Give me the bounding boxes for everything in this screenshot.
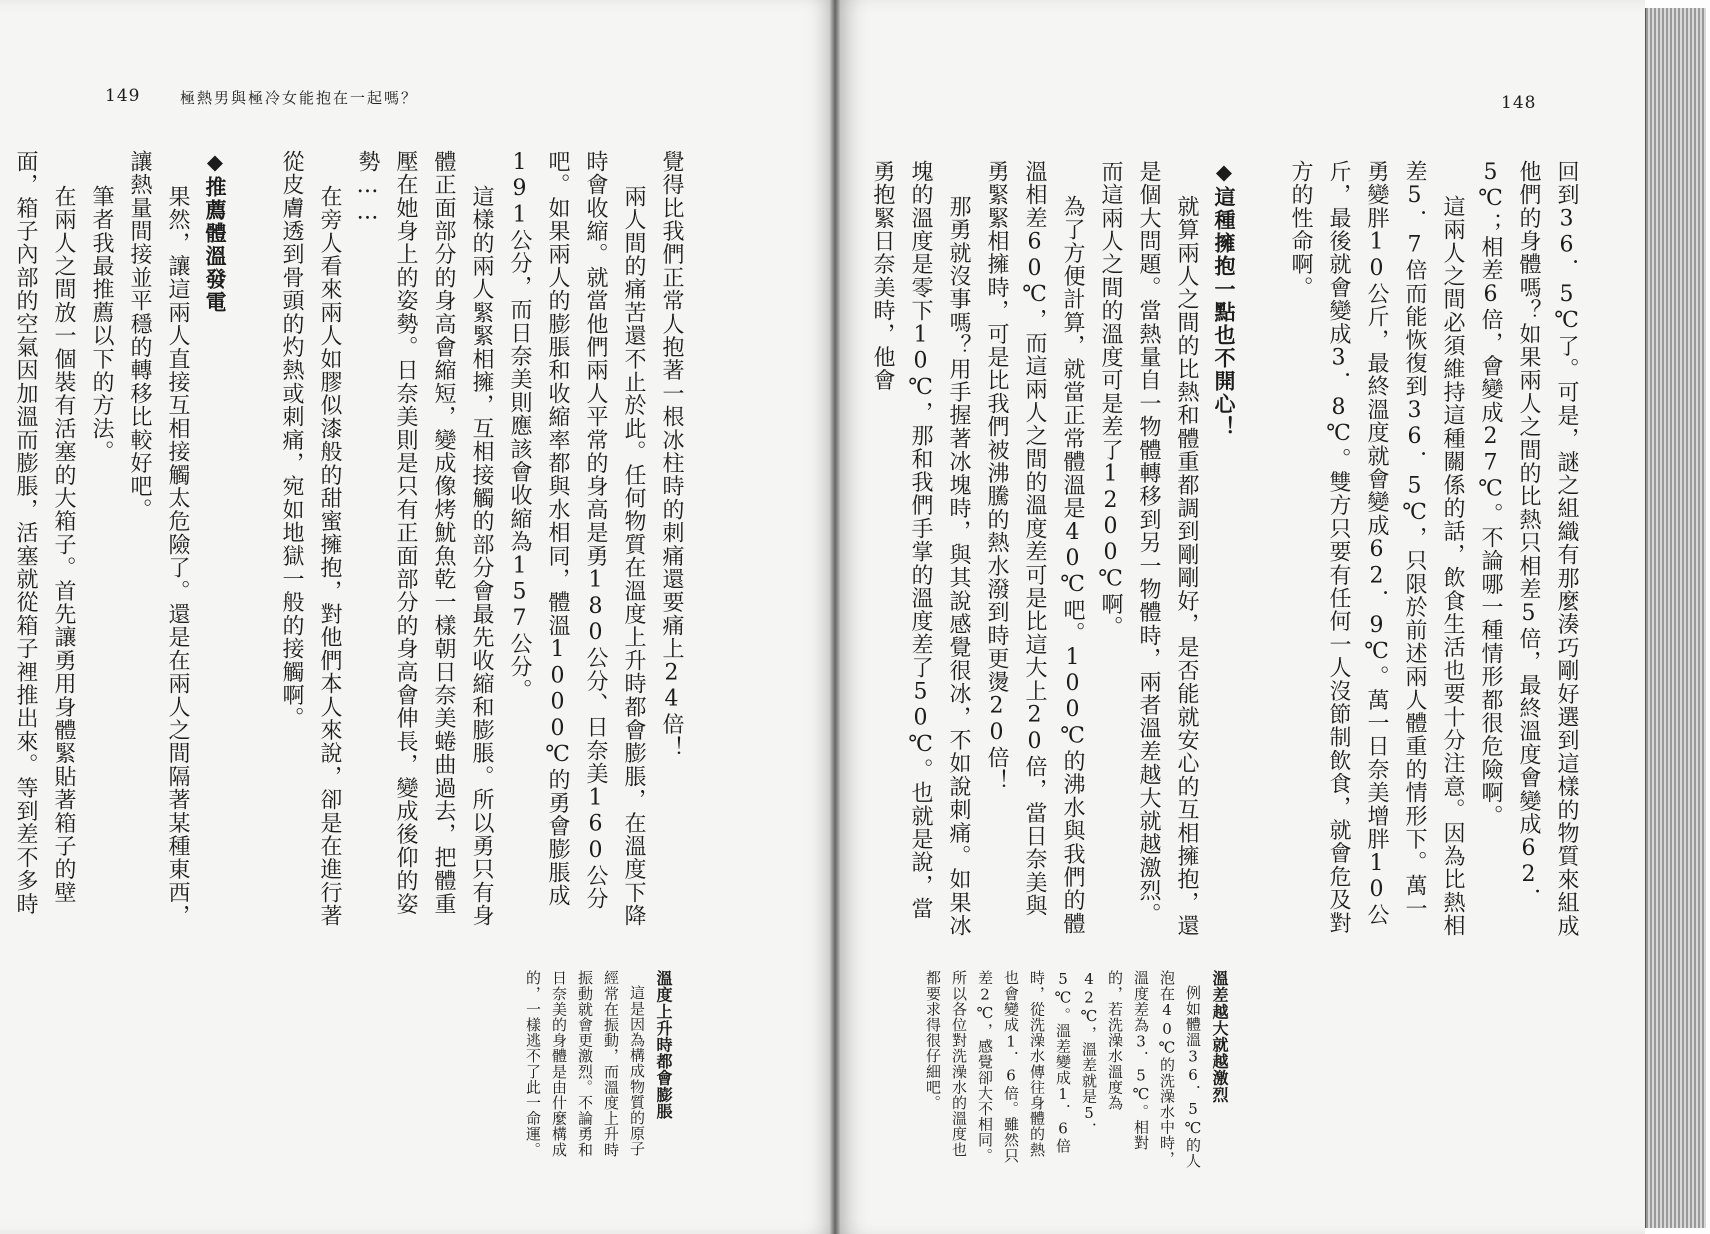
- paragraph: 果然，讓這兩人直接互相接觸太危險了。還是在兩人之間隔著某種東西，讓熱量間接並平穩的轉移比較好吧。: [127, 150, 190, 928]
- paragraph: 兩人間的痛苦還不止於此。任何物質在溫度上升時都會膨脹，在溫度下降時會收縮。就當他們兩人平常的身高是勇180公分、日奈美160公分吧。如果兩人的膨脹和收縮率都與水相同，體溫1000℃的勇會膨脹成191公分，而日奈美則應該會收縮為157公分。: [507, 150, 646, 928]
- paragraph: 在兩人之間放一個裝有活塞的大箱子。首先讓勇用身體緊貼著箱子的壁面，箱子內部的空氣因加溫而膨脹，活塞就從箱子裡推出來。等到差不多時: [13, 150, 76, 916]
- spacer: [234, 150, 272, 930]
- paragraph: 這兩人之間必須維持這種關係的話，飲食生活也要十分注意。因為比熱相差5．7倍而能恢復到36．5℃，只限於前述兩人體重的情形下。萬一勇變胖10公斤，最終溫度就會變成62．9℃。萬一日奈美增胖10公斤，最後就會變成3．8℃。雙方只要有任何一人沒節制飲食，就會危及對方的性命啊。: [1288, 160, 1465, 938]
- spacer: [1243, 160, 1281, 940]
- running-head: 極熱男與極冷女能抱在一起嗎？: [180, 89, 419, 107]
- right-body-text: [870, 160, 1585, 940]
- paragraph: 筆者我最推薦以下的方法。: [89, 185, 114, 464]
- paragraph: 這樣的兩人緊緊相擁，互相接觸的部分會最先收縮和膨脹。所以勇只有身體正面部分的身高會縮短，變成像烤魷魚乾一樣朝日奈美蜷曲過去，把體重壓在她身上的姿勢。日奈美則是只有正面部分的身高會伸長，變成後仰的姿勢……: [355, 150, 494, 928]
- note-title: 溫度上升時都會膨脹: [654, 970, 673, 1120]
- page-number-left: 149: [105, 86, 141, 106]
- page-number-right: 148: [1501, 93, 1537, 113]
- left-body-text: [0, 150, 690, 930]
- paragraph: 那勇就沒事嗎？用手握著冰塊時，與其說感覺很冰，不如說刺痛。如果冰塊的溫度是零下10℃，那和我們手掌的溫度差了50℃。也就是說，當勇抱緊日奈美時，他會: [870, 160, 971, 938]
- note-text: 這是因為構成物質的原子經常在振動，而溫度上升時振動就會更激烈。不論勇和日奈美的身體是由什麼構成的，一樣逃不了此一命運。: [524, 970, 646, 1158]
- page-edges: [1645, 8, 1706, 1228]
- note-text: 例如體溫36．5℃的人泡在40℃的洗澡水中時，溫度差為3．5℃。相對的，若洗澡水溫度為42℃，溫差就是5．5℃。溫差變成1．6倍時，從洗澡水傳往身體的熱也會變成1．6倍。雖然只差2℃，感覺卻大不相同。所以各位對洗澡水的溫度也都要求得很仔細吧。: [924, 970, 1202, 1169]
- left-page: [0, 0, 835, 1234]
- paragraph: 在旁人看來兩人如膠似漆般的甜蜜擁抱，對他們本人來說，卻是在進行著從皮膚透到骨頭的灼熱或刺痛，宛如地獄一般的接觸啊。: [279, 150, 342, 928]
- paragraph: 覺得比我們正常人抱著一根冰柱時的刺痛還要痛上24倍！: [659, 150, 684, 760]
- paragraph: 就算兩人之間的比熱和體重都調到剛剛好，是否能就安心的互相擁抱，還是個大問題。當熱量自一物體轉移到另一物體時，兩者溫差越大就越激烈。而這兩人之間的溫度可是差了1200℃啊。: [1098, 160, 1199, 938]
- right-page: [835, 0, 1645, 1234]
- note-title: 溫差越大就越激烈: [1210, 970, 1229, 1103]
- paragraph: 回到36．5℃了。可是，謎之組織有那麼湊巧剛好選到這樣的物質來組成他們的身體嗎？如果兩人之間的比熱只相差5倍，最終溫度會變成62．5℃；相差6倍，會變成27℃。不論哪一種情形都很危險啊。: [1478, 160, 1579, 938]
- side-note: [920, 970, 1232, 1170]
- paragraph: 為了方便計算，就當正常體溫是40℃吧。100℃的沸水與我們的體溫相差60℃，而這兩人之間的溫度差可是比這大上20倍，當日奈美與勇緊緊相擁時，可是比我們被沸騰的熱水潑到時更燙20倍！: [984, 160, 1085, 936]
- section-heading: ◆推薦體溫發電: [203, 150, 227, 314]
- section-heading: ◆這種擁抱一點也不開心！: [1212, 160, 1236, 439]
- book-gutter: [830, 0, 840, 1234]
- side-note: [520, 970, 676, 1170]
